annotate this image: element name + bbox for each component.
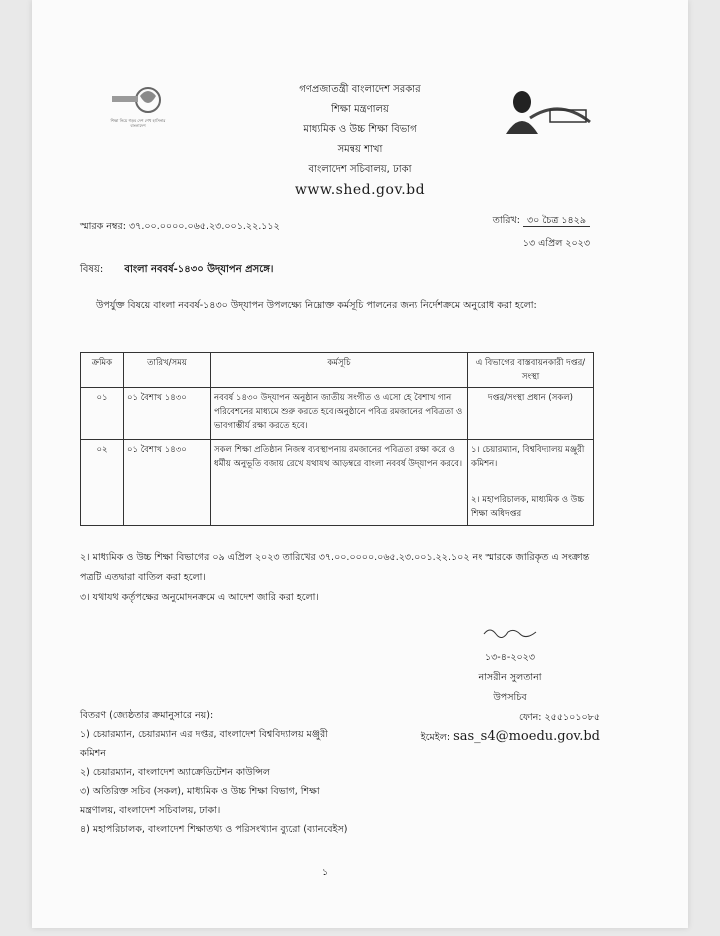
education-logo bbox=[108, 82, 170, 130]
ministry-name: শিক্ষা মন্ত্রণালয় bbox=[331, 104, 389, 115]
header-date: তারিখ/সময় bbox=[124, 353, 211, 388]
row-date: ০১ বৈশাখ ১৪৩০ bbox=[124, 388, 211, 440]
table-header-row bbox=[81, 353, 594, 388]
website-link[interactable]: www.shed.gov.bd bbox=[294, 182, 426, 198]
memo-number: স্মারক নম্বর: ৩৭.০০.০০০০.০৬৫.২৩.০০১.২২.১১২ bbox=[80, 221, 280, 232]
row-serial: ০১ bbox=[81, 388, 124, 440]
distribution-list bbox=[80, 706, 350, 839]
header-program: কর্মসূচি bbox=[211, 353, 468, 388]
row-program: সকল শিক্ষা প্রতিষ্ঠান নিজস্ব ব্যবস্থাপনায় রমজানের পবিত্রতা রক্ষা করে ও ধর্মীয় অনুভূতি বজায় রেখে যথাযথ আড়ম্বরে বাংলা নববর্ষ উদ্‌যাপন করবে। bbox=[211, 440, 468, 526]
header-implementer: এ বিভাগের বাস্তবায়নকারী দপ্তর/সংস্থা bbox=[468, 353, 594, 388]
program-table bbox=[80, 352, 594, 526]
subject-line bbox=[80, 262, 273, 279]
letterhead bbox=[230, 80, 490, 200]
closing-paragraphs bbox=[80, 548, 594, 608]
table-row bbox=[81, 440, 594, 526]
govt-name: গণপ্রজাতন্ত্রী বাংলাদেশ সরকার bbox=[299, 84, 421, 95]
intro-paragraph: উপর্যুক্ত বিষয়ে বাংলা নববর্ষ-১৪৩০ উদ্‌যাপন উপলক্ষ্যে নিম্নোক্ত কর্মসূচি পালনের জন্য নির্দেশক্রমে অনুরোধ করা হলো: bbox=[96, 300, 537, 311]
signature-date: ১৩-৪-২০২৩ bbox=[484, 652, 536, 663]
list-item: ২) চেয়ারম্যান, বাংলাদেশ অ্যাক্রেডিটেশন কাউন্সিল bbox=[80, 767, 270, 778]
logo-caption: শিক্ষা নিয়ে গড়ব দেশ শেখ হাসিনার বাংলাদেশ bbox=[110, 118, 166, 128]
date-block bbox=[470, 214, 590, 252]
list-item: ৪) মহাপরিচালক, বাংলাদেশ শিক্ষাতথ্য ও পরিসংখ্যান ব্যুরো (ব্যানবেইস) bbox=[80, 824, 348, 835]
implementer-1: ১। চেয়ারম্যান, বিশ্ববিদ্যালয় মঞ্জুরী কমিশন। bbox=[471, 445, 585, 469]
paragraph-2: ২। মাধ্যমিক ও উচ্চ শিক্ষা বিভাগের ০৯ এপ্রিল ২০২৩ তারিখের ৩৭.০০.০০০০.০৬৫.২৩.০০১.২২.১০২ নং স্মারকে জারিকৃত এ সংক্রান্ত পত্রটি এতদ্বারা বাতিল করা হলো। bbox=[80, 552, 590, 583]
logo-emblem-icon bbox=[108, 82, 170, 118]
division-name: মাধ্যমিক ও উচ্চ শিক্ষা বিভাগ bbox=[303, 124, 417, 135]
row-date: ০১ বৈশাখ ১৪৩০ bbox=[124, 440, 211, 526]
date-bangla: ৩০ চৈত্র ১৪২৯ bbox=[523, 215, 590, 227]
signatory-name: নাসরীন সুলতানা bbox=[478, 672, 542, 683]
implementer-2: ২। মহাপরিচালক, মাধ্যমিক ও উচ্চ শিক্ষা অধিদপ্তর bbox=[471, 495, 585, 519]
office-address: বাংলাদেশ সচিবালয়, ঢাকা bbox=[308, 164, 412, 175]
signatory-designation: উপসচিব bbox=[493, 692, 527, 703]
portrait-logo-icon bbox=[500, 88, 600, 136]
row-implementer: দপ্তর/সংস্থা প্রধান (সকল) bbox=[468, 388, 594, 440]
row-implementer bbox=[468, 440, 594, 526]
signature-scribble-icon bbox=[480, 624, 540, 640]
list-item: ৩) অতিরিক্ত সচিব (সকল), মাধ্যমিক ও উচ্চ শিক্ষা বিভাগ, শিক্ষা মন্ত্রণালয়, বাংলাদেশ সচিবালয়, ঢাকা। bbox=[80, 786, 320, 816]
paragraph-3: ৩। যথাযথ কর্তৃপক্ষের অনুমোদনক্রমে এ আদেশ জারি করা হলো। bbox=[80, 592, 319, 603]
signature-block bbox=[440, 624, 580, 708]
list-item: ১) চেয়ারম্যান, চেয়ারম্যান এর দপ্তর, বাংলাদেশ বিশ্ববিদ্যালয় মঞ্জুরী কমিশন bbox=[80, 729, 328, 759]
section-name: সমন্বয় শাখা bbox=[337, 144, 383, 155]
date-english: ১৩ এপ্রিল ২০২৩ bbox=[522, 238, 590, 249]
email-link[interactable]: sas_s4@moedu.gov.bd bbox=[453, 729, 600, 744]
header-serial: ক্রমিক bbox=[81, 353, 124, 388]
subject-text: বাংলা নববর্ষ-১৪৩০ উদ্‌যাপন প্রসঙ্গে। bbox=[124, 264, 274, 275]
distribution-title: বিতরণ (জ্যেষ্ঠতার ক্রমানুসারে নয়): bbox=[80, 710, 214, 721]
row-program: নববর্ষ ১৪৩০ উদ্‌যাপন অনুষ্ঠান জাতীয় সংগীত ও এসো হে বৈশাখ গান পরিবেশনের মাধ্যমে শুরু করতে হবে।অনুষ্ঠানে পবিত্র রমজানের পবিত্রতা ও ভাবগাম্ভীর্য রক্ষা করতে হবে। bbox=[211, 388, 468, 440]
contact-block bbox=[380, 708, 600, 747]
date-label: তারিখ: bbox=[492, 215, 520, 226]
email-label: ইমেইল: bbox=[420, 732, 451, 743]
page-number: ১ bbox=[322, 867, 329, 878]
row-serial: ০২ bbox=[81, 440, 124, 526]
subject-label: বিষয়: bbox=[80, 264, 104, 275]
table-row bbox=[81, 388, 594, 440]
mujib-borsho-logo bbox=[500, 88, 600, 136]
phone-number: ফোন: ২৫৫১০১০৮৫ bbox=[519, 712, 600, 723]
